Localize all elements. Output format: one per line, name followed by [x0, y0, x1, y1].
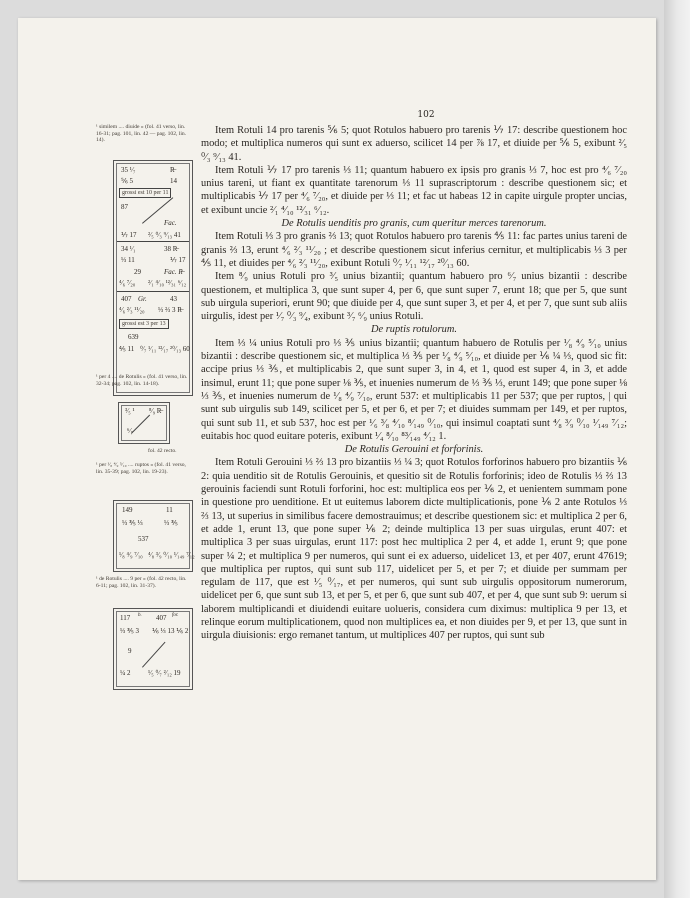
diagram-value: ⁴⁄₆ ⁷⁄₂₀ — [119, 279, 136, 287]
diagram-value: 38 R̶ — [164, 245, 178, 253]
diagram-value: ⅓ ⅗ ⅓ — [122, 519, 143, 527]
diagram-value: ¹⁄₅ ⁰⁄₇ ²⁄₁₂ 19 — [148, 669, 181, 677]
diagram-value: 407 — [121, 295, 132, 303]
diagram-value: 639 — [128, 333, 139, 341]
paragraph-2: Item Rotuli ⅐ 17 pro tarenis ⅓ 11; quantum habuero ex ipsis pro granis ⅓ 7, hoc est pro ⁴⁄₆ ⁷⁄₂₀ unius tareni, ut fiant ex quantitate tarenorum ⅓ 11 suprascriptorum : describe questionem sic; et multiplicabis ⅐ 17 per ⁴⁄₆ ⁷⁄₂₀, et diuide per ⅓ 11; et fac ut habeas 12 in capite uirgule propter uncias, et exibunt uncie ²⁄₁ ⁴⁄₁₀ ¹²⁄₃₁ ⁶⁄₁₂. — [201, 164, 627, 216]
diagram-value: ⁴⁄₆ ²⁄₃ ¹¹⁄₂₀ — [119, 306, 145, 314]
diagram-value: 34 ¹⁄₁ — [121, 245, 136, 253]
diagram-value: ³⁄₅ ¹ — [125, 407, 135, 415]
diagram-value: 35 ¹⁄₇ — [121, 166, 136, 174]
diagram-value: R̶ — [170, 166, 175, 174]
margin-diagram-4 — [113, 608, 193, 690]
diagram-value: ⅘ 11 — [119, 345, 135, 353]
diagram-value: 87 — [121, 203, 128, 211]
paragraph-3: Item Rotuli ⅓ 3 pro granis ⅔ 13; quot Rotulos habuero pro tarenis ⅘ 11: fac partes unius tareni de granis ⅔ 13, erunt ⁴⁄₆ ²⁄₃ ¹¹⁄₂₀ ; et describe questionem sicut inferius cernitur, et multiplicabis ⅓ 3 per ⅘ 11, et diuides per ⁴⁄₆ ²⁄₃ ¹¹⁄₂₀, exibunt Rotuli ⁰⁄₇ ¹⁄₁₁ ¹²⁄₁₇ ²⁰⁄₁₃ 60. — [201, 231, 627, 269]
section-heading-2: De ruptis rotulorum. — [371, 324, 457, 336]
paragraph-1: Item Rotuli 14 pro tarenis ⅚ 5; quot Rotulos habuero pro tarenis ⅐ 17: describe questionem hoc modo; et multiplica numeros qui sunt ex aduerso, scilicet 14 per ⅞ 17, et diuide per ⅚ 5, exibunt ²⁄₅ ⁰⁄₃ ⁹⁄₁₃ 41. — [201, 125, 627, 163]
diagram-divider — [117, 241, 189, 242]
diagram-value: 11 — [166, 506, 173, 514]
diagram-value: 43 — [170, 295, 177, 303]
diagram-value: ⅐ 17 — [121, 231, 137, 239]
diagram-boxed-note: grossi est 3 per 13 — [119, 319, 169, 329]
paragraph-6: Item Rotuli Gerouini ⅓ ⅔ 13 pro bizantiis ⅓ ¼ 3; quot Rotulos forforinos habuero pro bizantiis ⅙ 2: quia uenditio sit de Rotulis Gerouinis, et quesitio sit de Rotulis forforinis; ideo de Rotulis ⅓ ⅔ 13 gerouinis faciendi sunt Rotuli forforini, hoc est: multiplica eos per ⅙ 2, et uenientem summam pone in questione pro uenditione. Et ut euitemus laborem dicte multiplicationis, pone ⅙ 2 ante Rotulos ⅓ ⅔ 13, ut superius in similibus facere demostrauimus; et describe questionem sic: et multiplica 2 per 6, et adde 1, erunt 13, que pone super ⅙ 2; deinde multiplica 13 per suas uirgulas, erunt 407: et multiplica 3 per suas uirgulas, erunt 117: post hec multiplica 2 per 4, et adde 1, erunt 9; que pone super ¼ 2; et multiplica 9 per numeros, qui sunt ei ex aduerso, uidelicet 13, et per 407, erunt 47619; que multiplica per ruptos, qui sunt sub 117, uidelicet per 5, et per 7; et diuide per summam per regulam de 117, que est ¹⁄₅ ⁰⁄₁₇, et per numeros, qui sunt sub uirgulis oppositorum numerorum, uidelicet per 6, que sunt sub 13, et per 5, et per 6, que sunt sub 407, et per 4, que sunt sub 9: uerum si laborem multiplicandi et diuidendi euitare uolueris, considera cum diximus: multiplica 9 per 13, et relinque eorum multiplicationem, quod non multiplices ea, et non diuides per 9, et per 13, que sunt in uirgula diuisionis: ergo remanet tantum, ut multiplices 407 per ruptos, qui sunt sub — [201, 457, 627, 642]
diagram-value: 537 — [138, 535, 149, 543]
diagram-value: ²⁄₁ ⁴⁄₁₀ ¹²⁄₃₁ ⁶⁄₁₂ — [148, 279, 187, 287]
diagram-label: for. — [172, 613, 179, 618]
diagram-value: 407 — [156, 614, 167, 622]
diagram-value: ⅚ 5 — [121, 177, 134, 185]
margin-note-5: ¹ de Rotulis .... 9 per » (fol. 42 recto, lin. 6-11; pag. 102, lin. 31-37). — [96, 576, 187, 589]
section-heading-3: De Rotulis Gerouini et forforinis. — [344, 444, 484, 456]
margin-diagram-3 — [113, 500, 193, 572]
diagram-label: Fac. — [164, 219, 177, 227]
diagram-divider — [117, 291, 189, 292]
diagram-value: ⁶⁄₇ — [127, 427, 134, 435]
main-text-column — [201, 124, 627, 643]
diagram-value: 117 — [120, 614, 131, 622]
diagram-value: ⁸⁄₉ R̶ — [149, 407, 162, 415]
diagram-value: ¼ 2 — [120, 669, 131, 677]
diagram-value: ⁰⁄₇ ¹⁄₁₁ ¹²⁄₁₇ ²⁰⁄₁₃ 60 — [140, 345, 190, 353]
diagram-value: 29 — [134, 268, 141, 276]
paragraph-4: Item ⁸⁄₉ unius Rotuli pro ³⁄₅ unius bizantii; quantum habuero pro ⁶⁄₇ unius bizantii : describe questionem, et multiplica 3, que sunt super 4, per 6, que sunt super 7, erunt 18; que per 5, que sunt sub uirgula superiori, erunt 90; que diuide per 4, que sunt super 3, et per 4, et per 7, que sunt sub aliis uirgulis, idest per ¹⁄₇ ⁰⁄₃ ⁹⁄₄, exibunt ³⁄₇ ⁶⁄₉ unius Rotuli. — [201, 271, 627, 323]
book-spine — [664, 0, 690, 898]
section-heading-1: De Rotulis uenditis pro granis, cum queritur merces tarenorum. — [281, 218, 547, 230]
diagram-label: Gr. — [138, 295, 147, 303]
diagram-value: ⅓ ⅗ — [164, 519, 178, 527]
diagram-label: Fac. R̶ — [164, 268, 183, 276]
diagram-value: ⅐ 17 — [170, 256, 186, 264]
diagram-value: ⅓ ⅗ 3 — [120, 627, 140, 635]
margin-note-1: ¹ similem .... diuide » (fol. 41 verso, lin. 16-31; pag. 101, lin. 42 — pag. 102, lin. 14). — [96, 124, 187, 144]
paragraph-5: Item ⅓ ¼ unius Rotuli pro ⅓ ⅗ unius bizantii; quantum habuero de Rotulis per ¹⁄₈ ⁴⁄₉ ⁵⁄₁₀ unius bizantii : describe questionem sic, et multiplica ⅓ ⅗ per ¹⁄₈ ⁴⁄₉ ⁵⁄₁₀, et diuide per ⅙ ¼ ⅓, quod sic fit: accipe prius ⅓ ⅗, et multiplicabis 2, que sunt super 3, in 4, et 1, quod est super 4, in 3, et adde insimul, erunt 11; que pone super ⅛ ⅗, et inuenies numerum de ⅓ ⅗ ⅓, erunt 149; que pone super ⅛ ⅓ ⅗, et inuenies numerum de ¹⁄₈ ⁴⁄₉ ⁷⁄₁₀, erunt 537: et multiplicabis 11 per 537; que per ruptos, | qui sunt sub uirgulis sub 149, scilicet per 5, et per 6, et per 7; et diuides summam per 149, et per ruptos, qui sunt sub 11, et sub 537, hoc est per ¹⁄₆ ³⁄₈ ⁴⁄₁₀ ⁸⁄₁₄₉ ⁰⁄₁₀, qui insimul coaptati sunt ⁴⁄₈ ³⁄₉ ⁰⁄₁₀ ¹⁄₁₄₉ ⁷⁄₁₂; euitabis hoc quod euitare poteris, exibunt ¹⁄₄ ⁸⁄₁₀ ⁸³⁄₁₄₉ ⁴⁄₁₂ 1. — [201, 337, 627, 442]
diagram-value: ⅙ ⅓ 13 ⅙ 2 — [152, 627, 189, 635]
page-number: 102 — [417, 110, 435, 120]
diagram-value: ²⁄₅ ⁰⁄₃ ⁹⁄₁₃ 41 — [148, 231, 181, 239]
diagram-value: 9 — [128, 647, 132, 655]
diagram-value: ¹⁄₈ ⁴⁄₉ ⁷⁄₁₀ — [119, 551, 143, 559]
diagram-value: ⅓ ⅔ 3 R̶ — [158, 306, 182, 314]
margin-diagram-2 — [118, 402, 170, 444]
margin-note-4: ¹ per ¹⁄₈ ⁴⁄₉ ⁵⁄₁₀ .... ruptos » (fol. 41 verso, lin. 35-39; pag. 102, lin. 19-23). — [96, 462, 186, 475]
diagram-value: 149 — [122, 506, 133, 514]
diagram-label: b. — [138, 613, 142, 618]
diagram-value: ⁴⁄₈ ³⁄₉ ⁰⁄₁₀ ¹⁄₁₄₉ ⁷⁄₁₂ — [148, 551, 195, 559]
diagram-value: ⅓ 11 — [121, 256, 135, 264]
margin-note-3: fol. 42 recto. — [148, 448, 177, 454]
margin-diagram-1 — [113, 160, 193, 396]
margin-note-2: ¹ per 4 .... de Rotulis » (fol. 41 verso, lin. 32-34; pag. 102, lin. 14-18). — [96, 374, 188, 387]
diagram-boxed-note: grossi est 10 per 11 — [119, 188, 171, 198]
diagram-value: 14 — [170, 177, 177, 185]
